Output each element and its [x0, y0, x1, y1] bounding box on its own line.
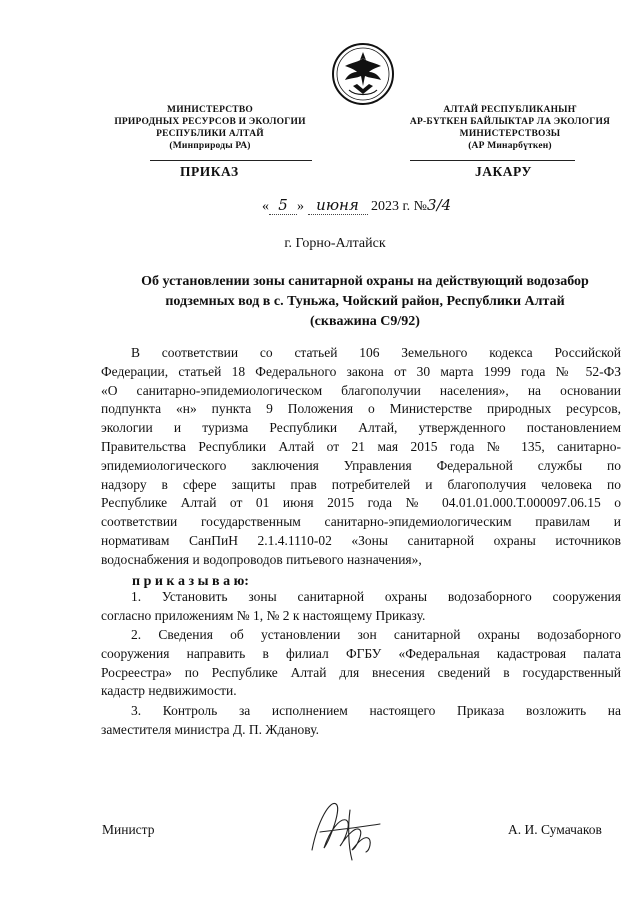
intro-line: подпункта «н» пункта 9 Положения о Министерстве природных ресурсов,: [101, 401, 621, 417]
date-year-suffix: 2023 г. №: [371, 199, 428, 214]
header-right: [395, 104, 625, 152]
order-item-1: [101, 588, 621, 626]
item1-line: согласно приложениям № 1, № 2 к настоящему Приказу.: [101, 607, 426, 623]
item2-line: Росреестра» по Республике Алтай для внесения сведений в государственный: [101, 664, 621, 680]
header-left-line4: (Минприроды РА): [169, 141, 251, 151]
date-number: 3/4: [427, 196, 452, 214]
date-month: июня: [308, 196, 368, 215]
coat-of-arms-emblem: [331, 40, 395, 108]
date-line: [262, 196, 457, 215]
item2-line: кадастр недвижимости.: [101, 683, 237, 699]
header-divider-right: [410, 160, 575, 161]
header-left: [110, 104, 310, 152]
intro-line: Правительства Республики Алтай от 21 мая 2015 года № 135, санитарно-: [101, 438, 621, 454]
doc-type-right: JАКАРУ: [475, 164, 532, 179]
intro-line: водоснабжения и водопроводов питьевого назначения»,: [101, 551, 422, 567]
header-left-line3: РЕСПУБЛИКИ АЛТАЙ: [156, 129, 264, 139]
intro-line: эпидемиологического заключения Управления Федеральной службы по: [101, 457, 621, 473]
header-right-line3: МИНИСТЕРСТВОЗЫ: [459, 129, 561, 139]
intro-line: В соответствии со статьей 106 Земельного кодекса Российской: [131, 345, 621, 360]
header-right-line2: АР-БҮТКЕН БАЙЛЫКТАР ЛА ЭКОЛОГИЯ: [409, 117, 611, 127]
order-item-3: [101, 702, 621, 740]
header-left-line2: ПРИРОДНЫХ РЕСУРСОВ И ЭКОЛОГИИ: [114, 117, 306, 127]
item3-line: заместителя министра Д. П. Жданову.: [101, 721, 319, 737]
item1-line: 1. Установить зоны санитарной охраны водозаборного сооружения: [131, 589, 621, 604]
intro-line: Республике Алтай от 01 июня 2015 года № 04.01.01.000.Т.000097.06.15 о: [101, 495, 621, 511]
order-word: п р и к а з ы в а ю:: [132, 574, 249, 589]
header-right-line4: (АР Минарбүткен): [468, 141, 552, 151]
intro-line: соответствии государственным санитарно-эпидемиологическим правилам и: [101, 514, 621, 530]
intro-line: надзору в сфере защиты прав потребителей и благополучия человека по: [101, 476, 621, 492]
header-divider-left: [150, 160, 312, 161]
header-left-line1: МИНИСТЕРСТВО: [167, 105, 253, 115]
item2-line: сооружения направить в филиал ФГБУ «Федеральная кадастровая палата: [101, 645, 621, 661]
item2-line: 2. Сведения об установлении зон санитарной охраны водозаборного: [131, 627, 621, 642]
intro-paragraph: [101, 344, 621, 570]
item3-line: 3. Контроль за исполнением настоящего Приказа возложить на: [131, 703, 621, 718]
order-item-2: [101, 626, 621, 701]
document-title: [95, 272, 635, 332]
title-line1: Об установлении зоны санитарной охраны на действующий водозабор: [141, 274, 589, 289]
title-line3: (скважина С9/92): [310, 314, 420, 329]
signature-name: А. И. Сумачаков: [508, 822, 602, 837]
header-right-line1: АЛТАЙ РЕСПУБЛИКАНЫҤ: [443, 105, 577, 115]
intro-line: экологии и туризма Республики Алтай, утвержденного постановлением: [101, 420, 621, 436]
doc-type-left: ПРИКАЗ: [180, 164, 239, 179]
title-line2: подземных вод в с. Туньжа, Чойский район, Республики Алтай: [165, 294, 565, 309]
intro-line: нормативам СанПиН 2.1.4.1110-02 «Зоны санитарной охраны источников: [101, 532, 621, 548]
date-day: 5: [269, 196, 297, 215]
date-close-quote: »: [297, 199, 304, 214]
city: г. Горно-Алтайск: [284, 236, 386, 251]
handwritten-signature: [300, 790, 390, 865]
intro-line: Федерации, статьей 18 Федерального закона от 30 марта 1999 года № 52-ФЗ: [101, 363, 621, 379]
signature-position: Министр: [102, 822, 155, 837]
intro-line: «О санитарно-эпидемиологическом благополучии населения», на основании: [101, 382, 621, 398]
date-open-quote: «: [262, 199, 269, 214]
